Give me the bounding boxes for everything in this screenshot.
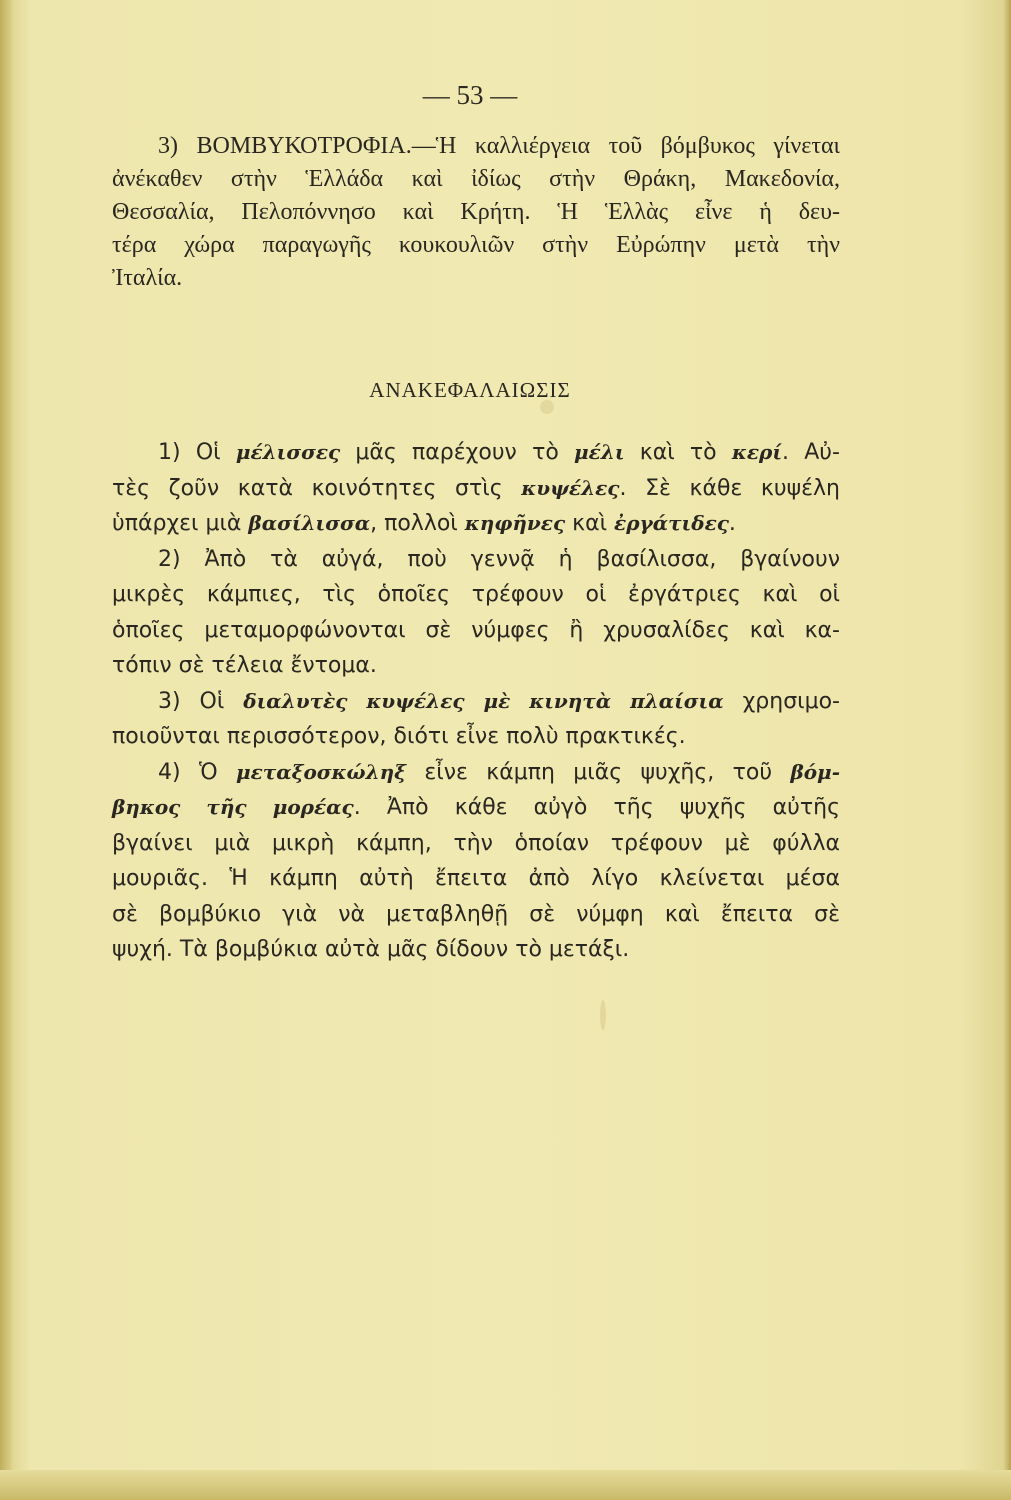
text-line: βηκος τῆς μορέας. Ἀπὸ κάθε αὐγὸ τῆς ψυχῆς αὐτῆς bbox=[112, 795, 841, 820]
text-line: ὁποῖες μεταμορφώνονται σὲ νύμφες ἢ χρυσαλίδες καὶ κα- bbox=[112, 617, 840, 643]
text-line: ἀνέκαθεν στὴν Ἑλλάδα καὶ ἰδίως στὴν Θράκη, Μακεδονία, bbox=[112, 166, 840, 192]
page-number: — 53 — bbox=[422, 80, 518, 110]
text-line: τέρα χώρα παραγωγῆς κουκουλιῶν στὴν Εὐρώπην μετὰ τὴν bbox=[112, 232, 840, 258]
text-line: ὑπάρχει μιὰ βασίλισσα, πολλοὶ κηφῆνες καὶ ἐργάτιδες. bbox=[112, 511, 736, 536]
text-line: βγαίνει μιὰ μικρὴ κάμπη, τὴν ὁποίαν τρέφουν μὲ φύλλα bbox=[112, 830, 840, 856]
text-line: 3) Οἱ διαλυτὲς κυψέλες μὲ κινητὰ πλαίσια χρησιμο- bbox=[158, 688, 840, 714]
text-line: ψυχή. Τὰ βομβύκια αὐτὰ μᾶς δίδουν τὸ μετάξι. bbox=[112, 937, 630, 962]
text-line: σὲ βομβύκιο γιὰ νὰ μεταβληθῇ σὲ νύμφη καὶ ἔπειτα σὲ bbox=[112, 901, 840, 927]
text-line: 1) Οἱ μέλισσες μᾶς παρέχουν τὸ μέλι καὶ τὸ κερί. Αὐ- bbox=[158, 440, 840, 465]
text-line: 3) ΒΟΜΒΥΚΟΤΡΟΦΙΑ.—Ἡ καλλιέργεια τοῦ βόμβυκος γίνεται bbox=[158, 133, 840, 159]
text-line: Θεσσαλία, Πελοπόννησο καὶ Κρήτη. Ἡ Ἑλλὰς εἶνε ἡ δευ- bbox=[112, 199, 840, 225]
section-sericulture bbox=[112, 130, 840, 295]
text-line: 2) Ἀπὸ τὰ αὐγά, ποὺ γεννᾷ ἡ βασίλισσα, βγαίνουν bbox=[158, 546, 840, 572]
text-line: μουριᾶς. Ἡ κάμπη αὐτὴ ἔπειτα ἀπὸ λίγο κλείνεται μέσα bbox=[112, 866, 840, 891]
text-line: ποιοῦνται περισσότερον, διότι εἶνε πολὺ πρακτικές. bbox=[112, 724, 686, 749]
page-left-edge bbox=[0, 0, 12, 1500]
paper-stain bbox=[600, 1000, 606, 1030]
text-line: 4) Ὁ μεταξοσκώληξ εἶνε κάμπη μιᾶς ψυχῆς, τοῦ βόμ- bbox=[158, 759, 840, 785]
text-line: τὲς ζοῦν κατὰ κοινότητες στὶς κυψέλες. Σὲ κάθε κυψέλη bbox=[112, 475, 840, 501]
summary-heading: ΑΝΑΚΕΦΑΛΑΙΩΣΙΣ bbox=[369, 378, 571, 402]
summary-paragraphs bbox=[112, 435, 840, 968]
text-line: Ἰταλία. bbox=[112, 265, 183, 291]
page-right-edge bbox=[1003, 0, 1011, 1500]
page-bottom-edge bbox=[0, 1470, 1011, 1500]
text-line: τόπιν σὲ τέλεια ἔντομα. bbox=[112, 653, 377, 678]
text-line: μικρὲς κάμπιες, τὶς ὁποῖες τρέφουν οἱ ἐργάτριες καὶ οἱ bbox=[112, 582, 840, 607]
